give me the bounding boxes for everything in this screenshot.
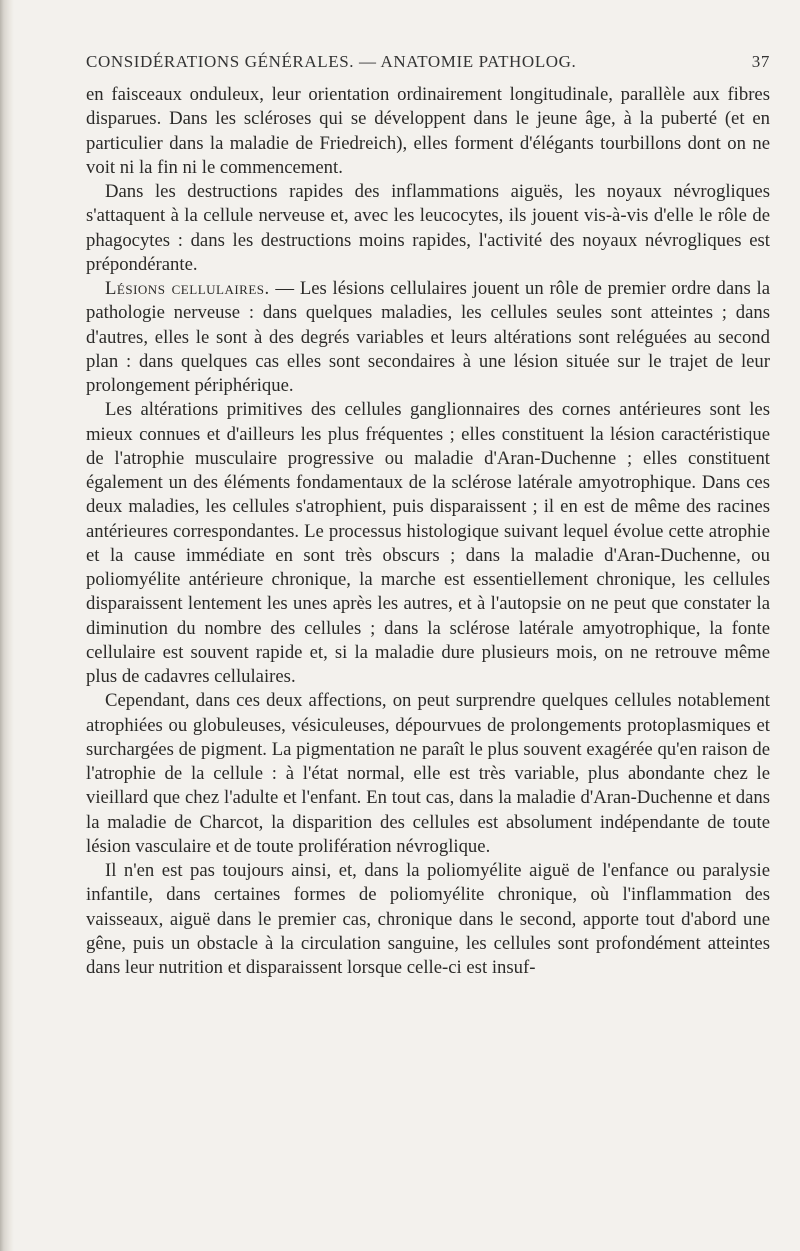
- paragraph-3: [86, 277, 770, 398]
- paragraph-6: Il n'en est pas toujours ainsi, et, dans la poliomyélite aiguë de l'enfance ou paralysie infantile, dans certaines formes de poliomyélite chronique, où l'inflammation des vaisseaux, aiguë dans le premier cas, chronique dans le second, apporte tout d'abord une gêne, puis un obstacle à la circulation sanguine, les cellules sont profondément atteintes dans leur nutrition et disparaissent lorsque celle-ci est insuf-: [86, 860, 770, 978]
- body-text: [86, 83, 770, 980]
- paragraph-5: Cependant, dans ces deux affections, on peut surprendre quelques cellules notablement atrophiées ou globuleuses, vésiculeuses, dépourvues de prolongements protoplasmiques et surchargées de pigment. La pigmentation ne paraît le plus souvent exagérée qu'en raison de l'atrophie de la cellule : à l'état normal, elle est très variable, plus abondante chez le vieillard que chez l'adulte et l'enfant. En tout cas, dans la maladie d'Aran-Duchenne et dans la maladie de Charcot, la disparition des cellules est absolument indépendante de toute lésion vasculaire et de toute prolifération névroglique.: [86, 690, 770, 857]
- paragraph-3-text: — Les lésions cellulaires jouent un rôle de premier ordre dans la pathologie nerveuse : dans quelques maladies, les cellules seules sont atteintes ; dans d'autres, elles le sont à des degrés variables et leurs altérations sont reléguées au second plan : dans quelques cas elles sont secondaires à une lésion située sur le trajet de leur prolongement périphérique.: [86, 278, 770, 396]
- page-gutter-shadow: [0, 0, 14, 1251]
- running-header: [86, 52, 770, 78]
- paragraph-2: Dans les destructions rapides des inflammations aiguës, les noyaux névrogliques s'attaquent à la cellule nerveuse et, avec les leucocytes, ils jouent vis-à-vis d'elle le rôle de phagocytes : dans les destructions moins rapides, l'activité des noyaux névrogliques est prépondérante.: [86, 181, 770, 275]
- paragraph-4: Les altérations primitives des cellules ganglionnaires des cornes antérieures sont les mieux connues et d'ailleurs les plus fréquentes ; elles constituent la lésion caractéristique de l'atrophie musculaire progressive ou maladie d'Aran-Duchenne ; elles constituent également un des éléments fondamentaux de la sclérose latérale amyotrophique. Dans ces deux maladies, les cellules s'atrophient, puis disparaissent ; il en est de même des racines antérieures correspondantes. Le processus histologique suivant lequel évolue cette atrophie et la cause immédiate en sont très obscurs ; dans la maladie d'Aran-Duchenne, ou poliomyélite antérieure chronique, la marche est essentiellement chronique, les cellules disparaissent lentement les unes après les autres, et à l'autopsie on ne peut que constater la diminution du nombre des cellules ; dans la sclérose latérale amyotrophique, la fonte cellulaire est souvent rapide et, si la maladie dure plusieurs mois, on ne retrouve même plus de cadavres cellulaires.: [86, 399, 770, 687]
- page-number: 37: [751, 52, 770, 71]
- section-heading-lesions-cellulaires: Lésions cellulaires.: [105, 278, 270, 299]
- paragraph-1: en faisceaux onduleux, leur orientation ordinairement longitudinale, parallèle aux fibres disparues. Dans les scléroses qui se développent dans le jeune âge, à la puberté (et en particulier dans la maladie de Friedreich), elles forment d'élégants tourbillons dont on ne voit ni la fin ni le commencement.: [86, 84, 770, 178]
- running-header-title: CONSIDÉRATIONS GÉNÉRALES. — ANATOMIE PATHOLOG.: [86, 52, 577, 71]
- book-page: [86, 52, 770, 980]
